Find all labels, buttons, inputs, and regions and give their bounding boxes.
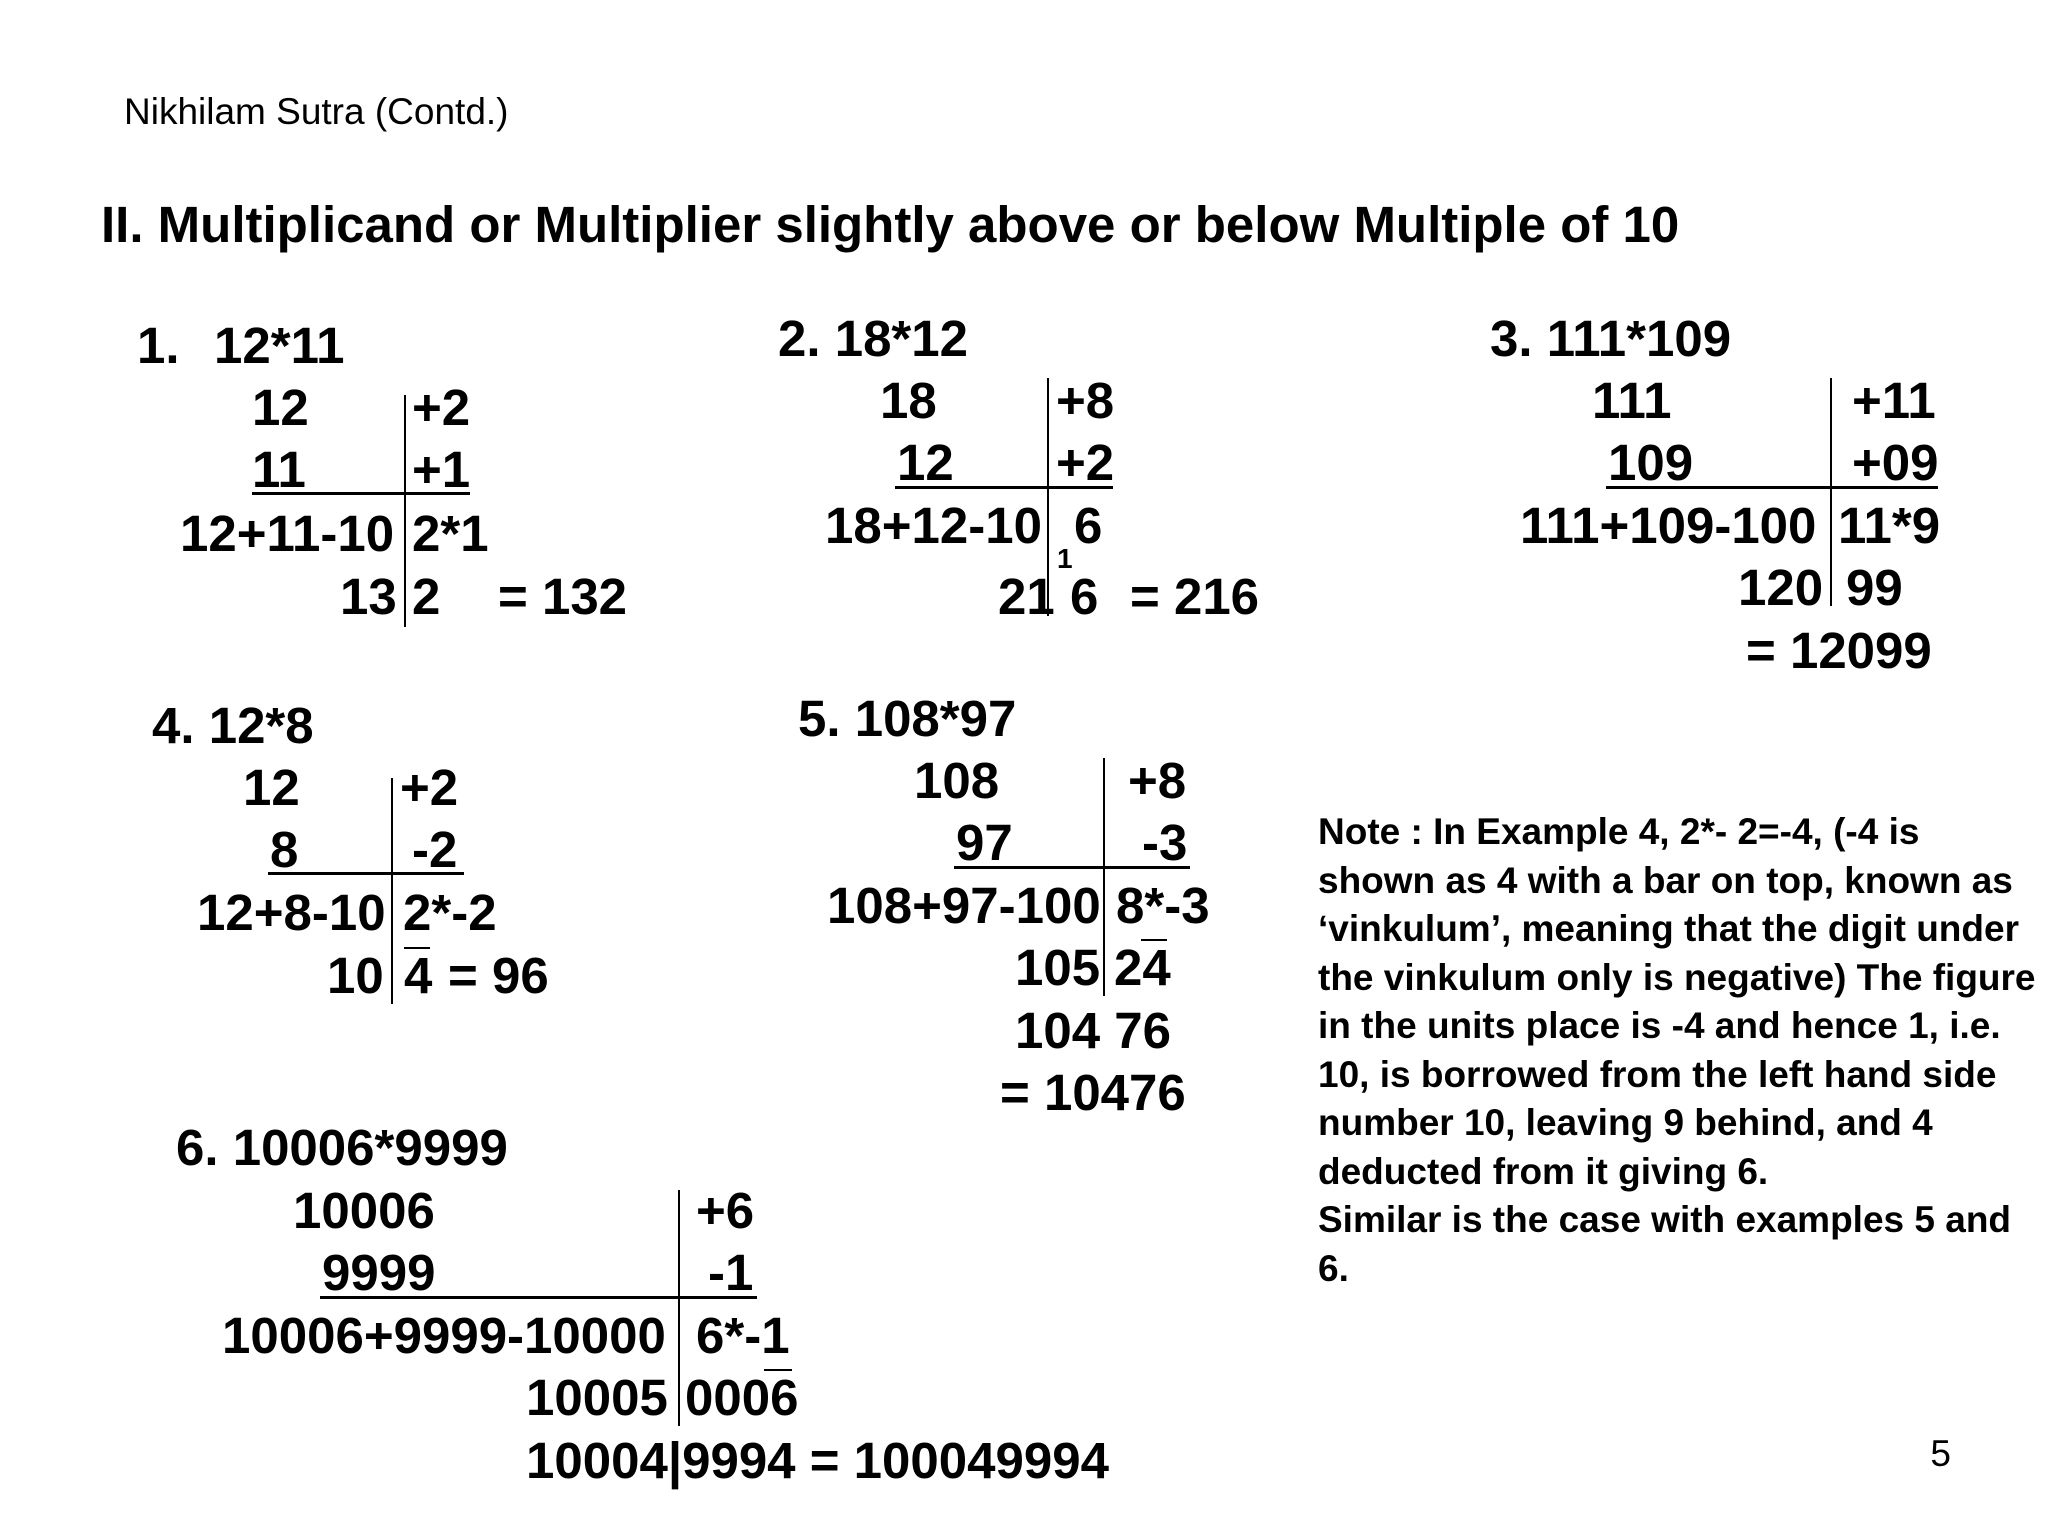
example-1-multiplier: 11 — [252, 441, 306, 498]
example-3-underline — [1606, 486, 1938, 489]
example-4-multiplicand-deviation: +2 — [400, 759, 459, 816]
example-1-multiplicand-deviation: +2 — [412, 379, 471, 436]
example-5-title: 5. 108*97 — [798, 690, 1017, 747]
example-4-divider — [391, 778, 393, 1004]
example-2-multiplicand: 18 — [880, 372, 937, 429]
example-3-divider — [1830, 378, 1832, 606]
example-3-title: 3. 111*109 — [1490, 310, 1732, 367]
example-1-right-part: 2 — [412, 568, 441, 625]
example-6-left-part: 10005 — [526, 1369, 668, 1426]
example-2-deviation-product: 6 — [1074, 497, 1103, 554]
example-5-right-part: 24 — [1114, 939, 1171, 996]
example-5-cross-sum: 108+97-100 — [827, 877, 1101, 934]
example-6-cross-sum: 10006+9999-10000 — [222, 1307, 666, 1364]
example-5-underline — [954, 866, 1190, 869]
example-5-adjusted: 104 76 — [1015, 1002, 1171, 1059]
example-1-result: = 132 — [498, 568, 628, 625]
example-5-deviation-product: 8*-3 — [1116, 877, 1210, 934]
example-3-multiplier-deviation: +09 — [1852, 434, 1939, 491]
example-6-right-part: 0006 — [685, 1369, 799, 1426]
example-5-multiplier-deviation: -3 — [1142, 814, 1188, 871]
example-3-multiplicand: 111 — [1592, 372, 1672, 429]
example-1-multiplicand: 12 — [252, 379, 309, 436]
example-2-left-part: 21 — [998, 568, 1055, 625]
slide-heading: II. Multiplicand or Multiplier slightly above or below Multiple of 10 — [101, 196, 1680, 253]
example-1-deviation-product: 2*1 — [412, 505, 489, 562]
example-6-multiplier: 9999 — [322, 1244, 436, 1301]
example-4-cross-sum: 12+8-10 — [197, 884, 386, 941]
example-3-multiplicand-deviation: +11 — [1852, 372, 1936, 429]
example-3-result: = 12099 — [1746, 622, 1932, 679]
example-1-divider — [404, 395, 406, 627]
example-4-multiplier: 8 — [270, 821, 299, 878]
example-6-multiplier-deviation: -1 — [708, 1244, 754, 1301]
example-4-left-part: 10 — [327, 947, 384, 1004]
example-4-result: = 96 — [448, 947, 549, 1004]
example-1-title: 12*11 — [214, 317, 345, 374]
page-number: 5 — [1930, 1433, 1951, 1474]
example-6-multiplicand-deviation: +6 — [696, 1182, 755, 1239]
example-5-multiplicand-deviation: +8 — [1128, 752, 1187, 809]
example-3-right-part: 99 — [1846, 559, 1903, 616]
example-2-carry: 1 — [1057, 543, 1073, 574]
example-1-underline — [252, 492, 470, 495]
slide-subtitle: Nikhilam Sutra (Contd.) — [124, 91, 509, 132]
example-3-deviation-product: 11*9 — [1838, 497, 1941, 554]
example-6-title: 6. 10006*9999 — [176, 1119, 508, 1176]
example-4-underline — [268, 872, 464, 875]
example-6-multiplicand: 10006 — [293, 1182, 435, 1239]
example-2-underline — [895, 486, 1113, 489]
example-5-multiplicand: 108 — [914, 752, 1000, 809]
explanation-note: Note : In Example 4, 2*- 2=-4, (-4 is shown as 4 with a bar on top, known as ‘vinkulum’, meaning that the digit under the vinkulum only is negative) The figure in the units place is -4 and hence 1, i.e. 10, is borrowed from the left hand side number 10, leaving 9 behind, and 4 deducted from it giving 6. Similar is the case with examples 5 and 6. — [1318, 811, 2036, 1289]
example-2-result: = 216 — [1130, 568, 1260, 625]
example-1-multiplier-deviation: +1 — [412, 441, 471, 498]
example-2-multiplicand-deviation: +8 — [1056, 372, 1115, 429]
example-5-result: = 10476 — [1000, 1064, 1186, 1121]
example-4-right-part: 4 — [404, 947, 433, 1004]
example-3-multiplier: 109 — [1608, 434, 1694, 491]
example-4-multiplicand: 12 — [243, 759, 300, 816]
example-6-underline — [320, 1296, 757, 1299]
example-2-divider — [1047, 378, 1049, 616]
example-5-multiplier: 97 — [956, 814, 1013, 871]
example-2-multiplier: 12 — [897, 434, 954, 491]
example-2-multiplier-deviation: +2 — [1056, 434, 1115, 491]
example-5-divider — [1103, 758, 1105, 996]
example-6-result: 10004|9994 = 100049994 — [526, 1432, 1109, 1489]
example-1-cross-sum: 12+11-10 — [180, 505, 395, 562]
example-4-deviation-product: 2*-2 — [403, 884, 497, 941]
example-3-cross-sum: 111+109-100 — [1520, 497, 1817, 554]
example-2-title: 2. 18*12 — [778, 310, 969, 367]
example-1-number: 1. — [137, 317, 180, 374]
example-4-multiplier-deviation: -2 — [412, 821, 458, 878]
example-2-right-part: 6 — [1070, 568, 1099, 625]
example-1-left-part: 13 — [340, 568, 397, 625]
example-5-left-part: 105 — [1015, 939, 1101, 996]
example-6-divider — [678, 1190, 680, 1426]
example-2-cross-sum: 18+12-10 — [825, 497, 1042, 554]
example-4-title: 4. 12*8 — [152, 697, 314, 754]
example-6-deviation-product: 6*-1 — [696, 1307, 790, 1364]
example-3-left-part: 120 — [1738, 559, 1824, 616]
